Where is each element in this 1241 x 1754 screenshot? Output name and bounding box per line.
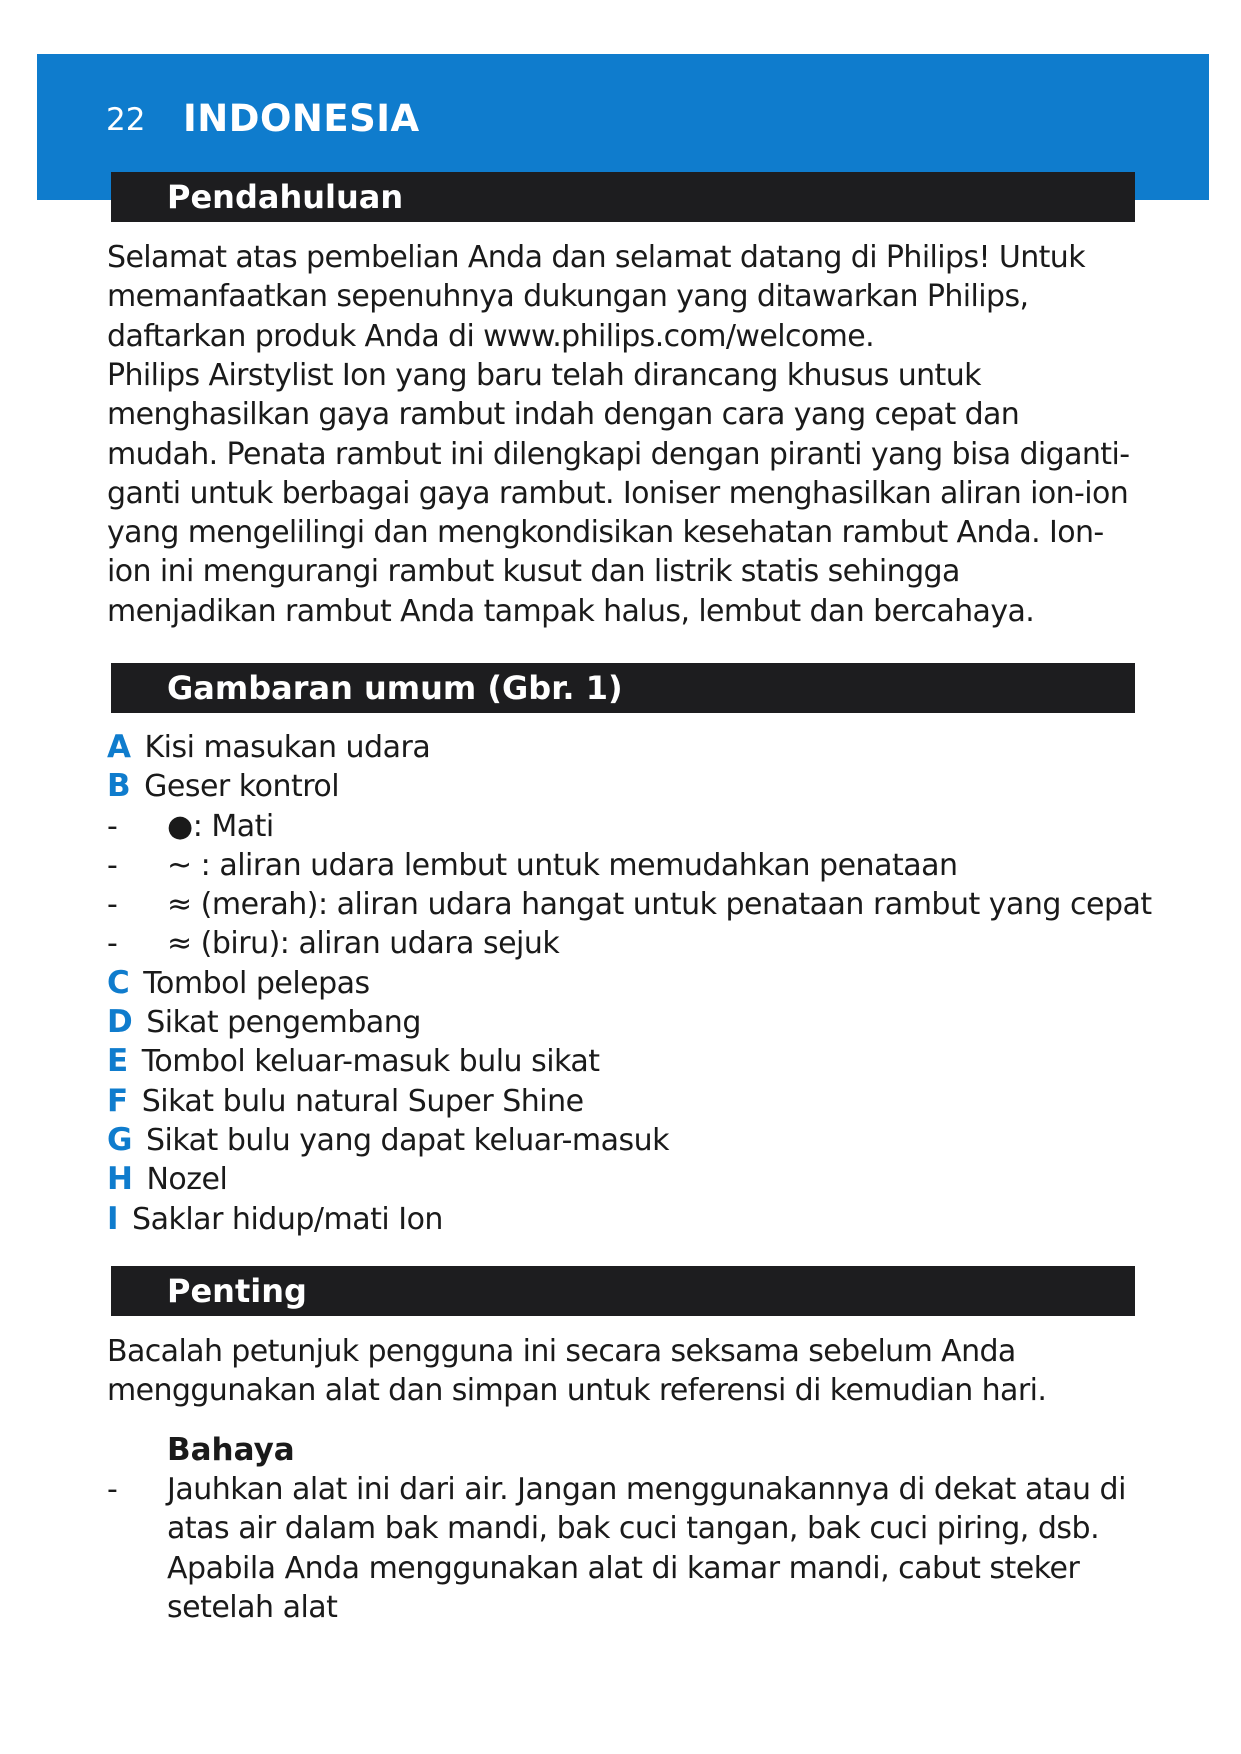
item-text: Tombol pelepas (143, 965, 370, 1001)
item-text: Kisi masukan udara (144, 730, 431, 765)
list-item (107, 964, 1137, 1003)
item-text: Saklar hidup/mati Ion (132, 1201, 443, 1237)
wave-icon: ≈ (167, 926, 192, 962)
section-title-intro: Pendahuluan (167, 178, 404, 216)
list-item (107, 1003, 1137, 1042)
list-item (107, 767, 1137, 806)
sub-list-item (107, 885, 1152, 924)
section-title-important: Penting (167, 1272, 307, 1310)
list-item (107, 1082, 1137, 1121)
sub-item-text: : aliran udara lembut untuk memudahkan penataan (191, 847, 958, 883)
danger-item-text: Jauhkan alat ini dari air. Jangan menggunakannya di dekat atau di atas air dalam bak mandi, bak cuci tangan, bak cuci piring, dsb. Apabila Anda menggunakan alat di kamar mandi, cabut steker setelah alat (167, 1472, 1126, 1625)
sub-list-item (107, 924, 1137, 963)
dash-marker: - (107, 887, 118, 923)
item-text: Tombol keluar-masuk bulu sikat (141, 1044, 600, 1080)
sub-list-item (107, 846, 1137, 885)
danger-heading: Bahaya (167, 1432, 295, 1468)
list-item (107, 1042, 1137, 1081)
page-number: 22 (106, 102, 146, 138)
dash-marker: - (107, 926, 118, 962)
item-letter: F (107, 1082, 128, 1119)
list-item (107, 1160, 1137, 1199)
dash-marker: - (107, 847, 118, 883)
sub-item-text: (biru): aliran udara sejuk (191, 926, 560, 962)
list-item (107, 1200, 1137, 1239)
dash-marker: - (107, 1472, 118, 1507)
item-letter: I (107, 1200, 119, 1237)
item-letter: E (107, 1043, 128, 1080)
item-text: Geser kontrol (144, 769, 340, 805)
danger-list-item (107, 1470, 1137, 1627)
item-letter: H (107, 1161, 133, 1198)
item-text: Sikat bulu natural Super Shine (141, 1083, 584, 1119)
section-bar-intro (111, 172, 1135, 222)
sub-item-text: : Mati (192, 808, 274, 844)
item-text: Nozel (146, 1162, 228, 1198)
parts-list (107, 728, 1152, 1239)
item-letter: A (107, 729, 131, 765)
sub-item-text: (merah): aliran udara hangat untuk penataan rambut yang cepat (191, 887, 1152, 923)
section-bar-important (111, 1266, 1135, 1316)
tilde-icon: ~ (167, 847, 192, 883)
wave-icon: ≈ (167, 887, 192, 923)
item-letter: G (107, 1121, 132, 1158)
sub-list-item (107, 807, 1137, 846)
list-item (107, 1121, 1137, 1160)
list-item (107, 728, 1137, 767)
dot-icon: ● (167, 808, 193, 844)
item-letter: B (107, 768, 131, 805)
important-paragraph: Bacalah petunjuk pengguna ini secara seksama sebelum Anda menggunakan alat dan simpan untuk referensi di kemudian hari. (107, 1334, 1047, 1409)
item-letter: C (107, 964, 130, 1001)
section-bar-overview (111, 663, 1135, 713)
section-title-overview: Gambaran umum (Gbr. 1) (167, 669, 623, 707)
dash-marker: - (107, 808, 118, 844)
item-letter: D (107, 1004, 133, 1041)
intro-paragraph-2: Philips Airstylist Ion yang baru telah dirancang khusus untuk menghasilkan gaya rambut indah dengan cara yang cepat dan mudah. Penata rambut ini dilengkapi dengan piranti yang bisa diganti-ganti untuk berbagai gaya rambut. Ioniser menghasilkan aliran ion-ion yang mengelilingi dan mengkondisikan kesehatan rambut Anda. Ion-ion ini mengurangi rambut kusut dan listrik statis sehingga menjadikan rambut Anda tampak halus, lembut dan bercahaya. (107, 358, 1130, 629)
item-text: Sikat pengembang (146, 1005, 421, 1041)
item-text: Sikat bulu yang dapat keluar-masuk (145, 1122, 670, 1158)
intro-paragraph-1: Selamat atas pembelian Anda dan selamat datang di Philips! Untuk memanfaatkan sepenuhnya dukungan yang ditawarkan Philips, daftarkan produk Anda di www.philips.com/welcome. (107, 240, 1085, 354)
language-title: INDONESIA (183, 97, 420, 140)
